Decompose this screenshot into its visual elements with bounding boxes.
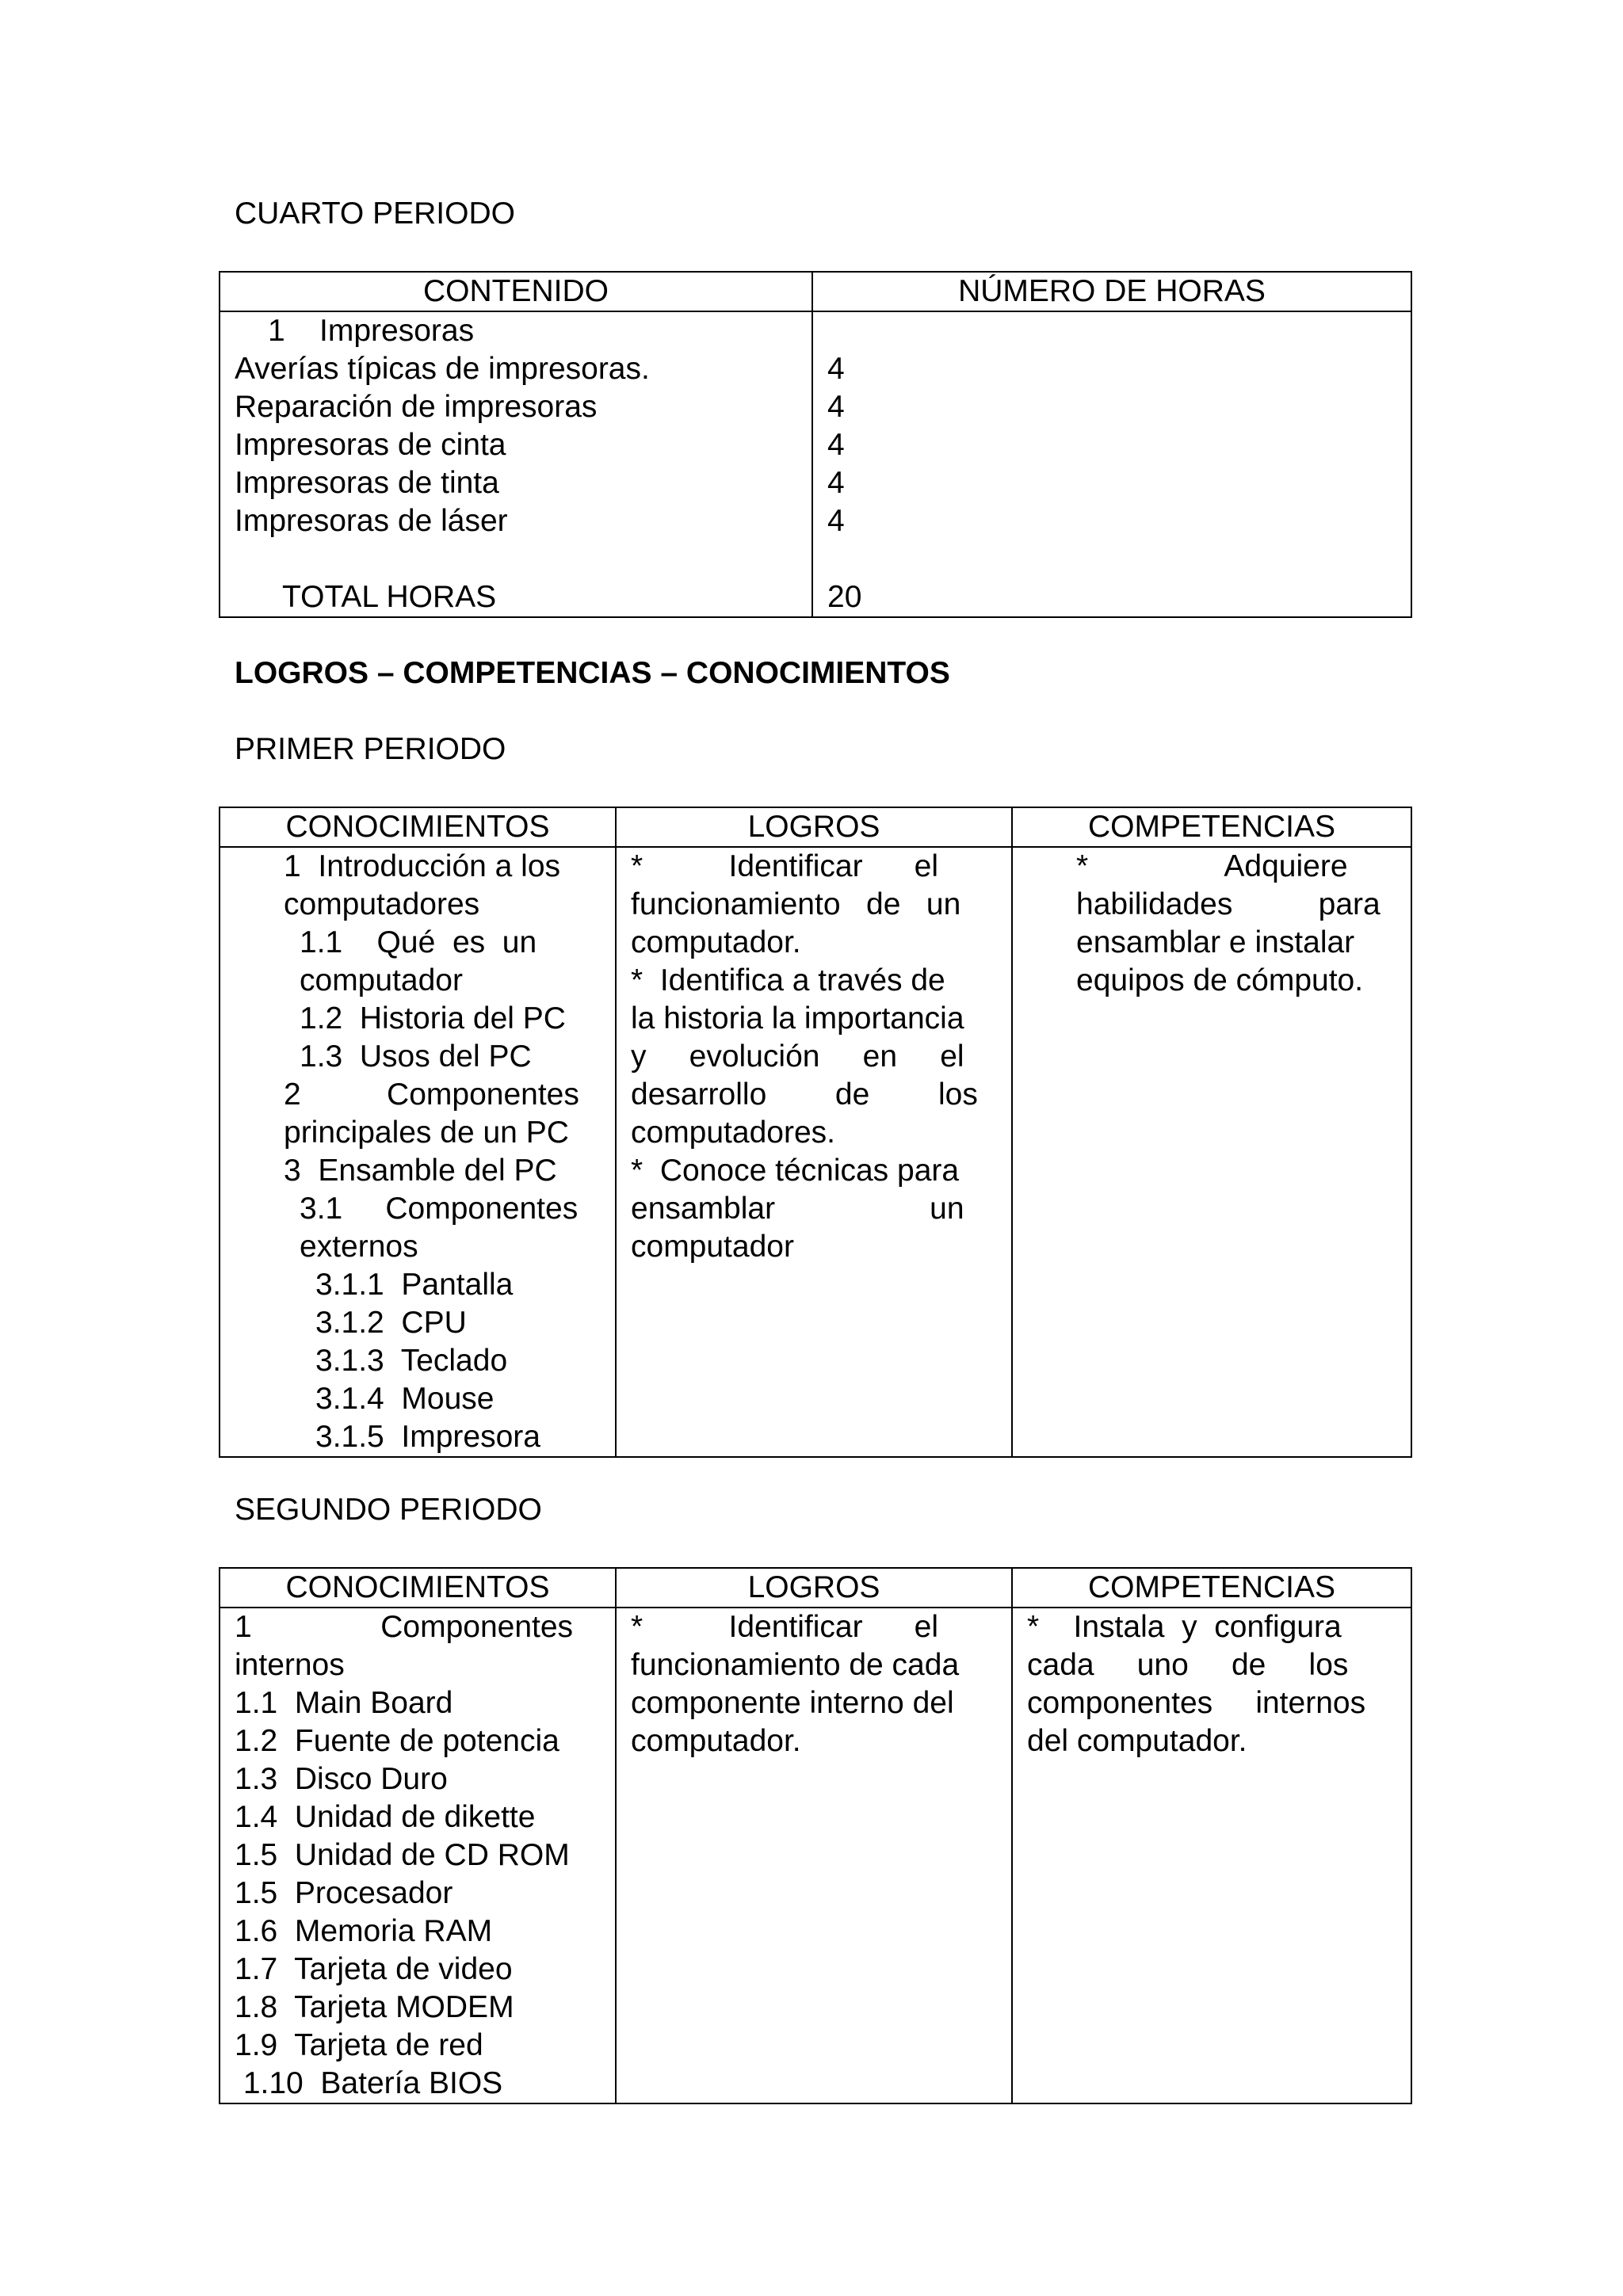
- column-header-contenido: CONTENIDO: [220, 272, 812, 311]
- list-item: 3 Ensamble del PC: [284, 1154, 557, 1188]
- competencias-cell: [1012, 847, 1411, 1457]
- logro-line: * Identifica a través de: [631, 963, 945, 997]
- list-item: Reparación de impresoras: [235, 390, 598, 424]
- conocimientos-cell: [220, 847, 616, 1457]
- list-item: 1.9 Tarjeta de red: [235, 2028, 483, 2062]
- segundo-periodo-table: [219, 1567, 1412, 2104]
- hours-value: 4: [827, 390, 845, 424]
- logro-line: computador: [631, 1230, 794, 1264]
- list-item: 1.10 Batería BIOS: [235, 2066, 503, 2100]
- competencia-line: del computador.: [1027, 1724, 1247, 1758]
- list-item: externos: [300, 1230, 418, 1264]
- list-item: 3.1.5 Impresora: [315, 1420, 540, 1454]
- logro-line: * Conoce técnicas para: [631, 1154, 960, 1188]
- cuarto-periodo-heading: CUARTO PERIODO: [235, 196, 515, 231]
- section-title: LOGROS – COMPETENCIAS – CONOCIMIENTOS: [235, 656, 950, 690]
- list-item: Impresoras de láser: [235, 504, 508, 538]
- list-item: 1.1 Main Board: [235, 1686, 453, 1720]
- list-item: 1 Introducción a los: [284, 849, 561, 883]
- list-item: 3.1.2 CPU: [315, 1306, 467, 1340]
- list-item: 1.1 Qué es un: [300, 925, 537, 959]
- competencia-line: componentes internos: [1027, 1686, 1366, 1720]
- list-item: 1.2 Fuente de potencia: [235, 1724, 559, 1758]
- group-title: 1 Impresoras: [268, 314, 475, 348]
- logro-line: funcionamiento de cada: [631, 1648, 960, 1682]
- list-item: 1.3 Disco Duro: [235, 1762, 448, 1796]
- logros-cell: [616, 1608, 1012, 2103]
- contenido-cell: [220, 311, 812, 617]
- list-item: 1.8 Tarjeta MODEM: [235, 1990, 514, 2024]
- total-value: 20: [827, 580, 862, 614]
- list-item: 1 Componentes: [235, 1610, 574, 1644]
- list-item: Averías típicas de impresoras.: [235, 352, 650, 386]
- table-row: [220, 847, 1411, 1457]
- list-item: Impresoras de tinta: [235, 466, 499, 500]
- logro-line: componente interno del: [631, 1686, 954, 1720]
- column-header-conocimientos: CONOCIMIENTOS: [220, 807, 616, 847]
- competencias-cell: [1012, 1608, 1411, 2103]
- logro-line: desarrollo de los: [631, 1077, 978, 1112]
- hours-value: 4: [827, 428, 845, 462]
- competencia-line: * Adquiere: [1076, 849, 1348, 883]
- horas-cell: [812, 311, 1411, 617]
- logro-line: * Identificar el: [631, 849, 938, 883]
- list-item: 1.2 Historia del PC: [300, 1001, 566, 1035]
- primer-periodo-heading: PRIMER PERIODO: [235, 732, 506, 766]
- logro-line: * Identificar el: [631, 1610, 938, 1644]
- table-header-row: [220, 807, 1411, 847]
- table-row: [220, 1608, 1411, 2103]
- primer-periodo-table: [219, 807, 1412, 1458]
- list-item: principales de un PC: [284, 1116, 569, 1150]
- column-header-competencias: COMPETENCIAS: [1012, 807, 1411, 847]
- list-item: internos: [235, 1648, 345, 1682]
- list-item: 1.5 Unidad de CD ROM: [235, 1838, 570, 1872]
- list-item: Impresoras de cinta: [235, 428, 506, 462]
- segundo-periodo-heading: SEGUNDO PERIODO: [235, 1493, 542, 1527]
- spacer: [813, 312, 1411, 350]
- list-item: computador: [300, 963, 463, 997]
- column-header-logros: LOGROS: [616, 1568, 1012, 1608]
- logro-line: y evolución en el: [631, 1039, 964, 1074]
- logro-line: computador.: [631, 925, 801, 959]
- spacer: [220, 540, 812, 578]
- cuarto-periodo-table: [219, 271, 1412, 618]
- hours-value: 4: [827, 466, 845, 500]
- logro-line: ensamblar un: [631, 1192, 964, 1226]
- list-item: 1.3 Usos del PC: [300, 1039, 532, 1074]
- column-header-competencias: COMPETENCIAS: [1012, 1568, 1411, 1608]
- list-item: computadores: [284, 887, 480, 921]
- list-item: 1.4 Unidad de dikette: [235, 1800, 536, 1834]
- logro-line: funcionamiento de un: [631, 887, 961, 921]
- conocimientos-cell: [220, 1608, 616, 2103]
- list-item: 3.1 Componentes: [300, 1192, 579, 1226]
- competencia-line: equipos de cómputo.: [1076, 963, 1364, 997]
- table-row: [220, 311, 1411, 617]
- table-header-row: [220, 1568, 1411, 1608]
- column-header-numero-horas: NÚMERO DE HORAS: [812, 272, 1411, 311]
- table-header-row: [220, 272, 1411, 311]
- list-item: 2 Componentes: [284, 1077, 579, 1112]
- column-header-logros: LOGROS: [616, 807, 1012, 847]
- logro-line: la historia la importancia: [631, 1001, 964, 1035]
- logro-line: computadores.: [631, 1116, 835, 1150]
- hours-value: 4: [827, 504, 845, 538]
- competencia-line: habilidades para: [1076, 887, 1381, 921]
- list-item: 1.5 Procesador: [235, 1876, 453, 1910]
- logros-cell: [616, 847, 1012, 1457]
- hours-value: 4: [827, 352, 845, 386]
- competencia-line: * Instala y configura: [1027, 1610, 1342, 1644]
- competencia-line: ensamblar e instalar: [1076, 925, 1355, 959]
- total-label: TOTAL HORAS: [282, 580, 497, 614]
- logro-line: computador.: [631, 1724, 801, 1758]
- list-item: 3.1.1 Pantalla: [315, 1268, 514, 1302]
- list-item: 3.1.3 Teclado: [315, 1344, 508, 1378]
- competencia-line: cada uno de los: [1027, 1648, 1349, 1682]
- column-header-conocimientos: CONOCIMIENTOS: [220, 1568, 616, 1608]
- list-item: 3.1.4 Mouse: [315, 1382, 495, 1416]
- list-item: 1.6 Memoria RAM: [235, 1914, 493, 1948]
- spacer: [813, 540, 1411, 578]
- list-item: 1.7 Tarjeta de video: [235, 1952, 513, 1986]
